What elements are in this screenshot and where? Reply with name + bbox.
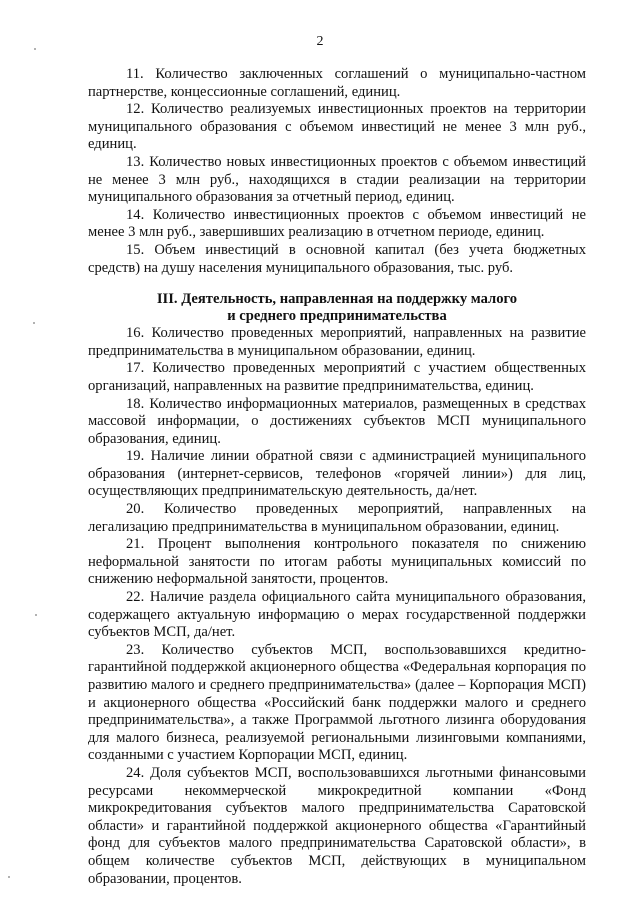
scan-speck — [8, 876, 10, 878]
document-body — [88, 66, 586, 888]
paragraph-18: 18. Количество информационных материалов, размещенных в средствах массовой информации, о достижениях субъектов МСП муниципального образования, единиц. — [88, 395, 586, 447]
paragraph-19: 19. Наличие линии обратной связи с администрацией муниципального образования (интернет-сервисов, телефонов «горячей линии») для лиц, осуществляющих предпринимательскую деятельность, да/нет. — [88, 448, 586, 500]
paragraph-24: 24. Доля субъектов МСП, воспользовавшихся льготными финансовыми ресурсами некоммерческой микрокредитной компании «Фонд микрокредитования субъектов малого предпринимательства Саратовской области» и гарантийной поддержкой акционерного общества «Гарантийный фонд для субъектов малого предпринимательства Саратовской области», в общем количестве субъектов МСП, действующих в муниципальном образовании, процентов. — [88, 764, 586, 887]
section-heading — [88, 291, 586, 325]
page-number: 2 — [316, 34, 324, 49]
paragraph-17: 17. Количество проведенных мероприятий с участием общественных организаций, направленных на развитие предпринимательства, единиц. — [88, 360, 586, 394]
paragraph-15: 15. Объем инвестиций в основной капитал (без учета бюджетных средств) на душу населения муниципального образования, тыс. руб. — [88, 241, 586, 276]
scan-speck — [33, 322, 35, 324]
section-heading-line-1: III. Деятельность, направленная на поддержку малого — [156, 291, 518, 308]
paragraph-23: 23. Количество субъектов МСП, воспользовавшихся кредитно-гарантийной поддержкой акционерного общества «Федеральная корпорация по развитию малого и среднего предпринимательства» (далее – Корпорация МСП) и акционерного общества «Российский банк поддержки малого и среднего предпринимательства», а также Программой льготного лизинга оборудования для малого бизнеса, реализуемой региональными лизинговыми компаниями, созданными с участием Корпорации МСП, единиц. — [88, 641, 586, 764]
scan-speck — [35, 614, 37, 616]
paragraph-13: 13. Количество новых инвестиционных проектов с объемом инвестиций не менее 3 млн руб., находящихся в стадии реализации на территории муниципального образования за отчетный период, единиц. — [88, 153, 586, 206]
paragraph-11: 11. Количество заключенных соглашений о муниципально-частном партнерстве, концессионные соглашений, единиц. — [88, 66, 586, 100]
scan-speck — [34, 48, 36, 50]
paragraph-21: 21. Процент выполнения контрольного показателя по снижению неформальной занятости по итогам работы муниципальных комиссий по снижению неформальной занятости, процентов. — [88, 536, 586, 588]
paragraph-12: 12. Количество реализуемых инвестиционных проектов на территории муниципального образования с объемом инвестиций не менее 3 млн руб., единиц. — [88, 101, 586, 153]
paragraph-16: 16. Количество проведенных мероприятий, направленных на развитие предпринимательства в муниципальном образовании, единиц. — [88, 325, 586, 359]
paragraph-22: 22. Наличие раздела официального сайта муниципального образования, содержащего актуальную информацию о мерах государственной поддержки субъектов МСП, да/нет. — [88, 589, 586, 641]
paragraph-14: 14. Количество инвестиционных проектов с объемом инвестиций не менее 3 млн руб., завершивших реализацию в отчетном периоде, единиц. — [88, 206, 586, 241]
paragraph-20: 20. Количество проведенных мероприятий, направленных на легализацию предпринимательства в муниципальном образовании, единиц. — [88, 501, 586, 535]
section-heading-line-2: и среднего предпринимательства — [227, 308, 447, 325]
